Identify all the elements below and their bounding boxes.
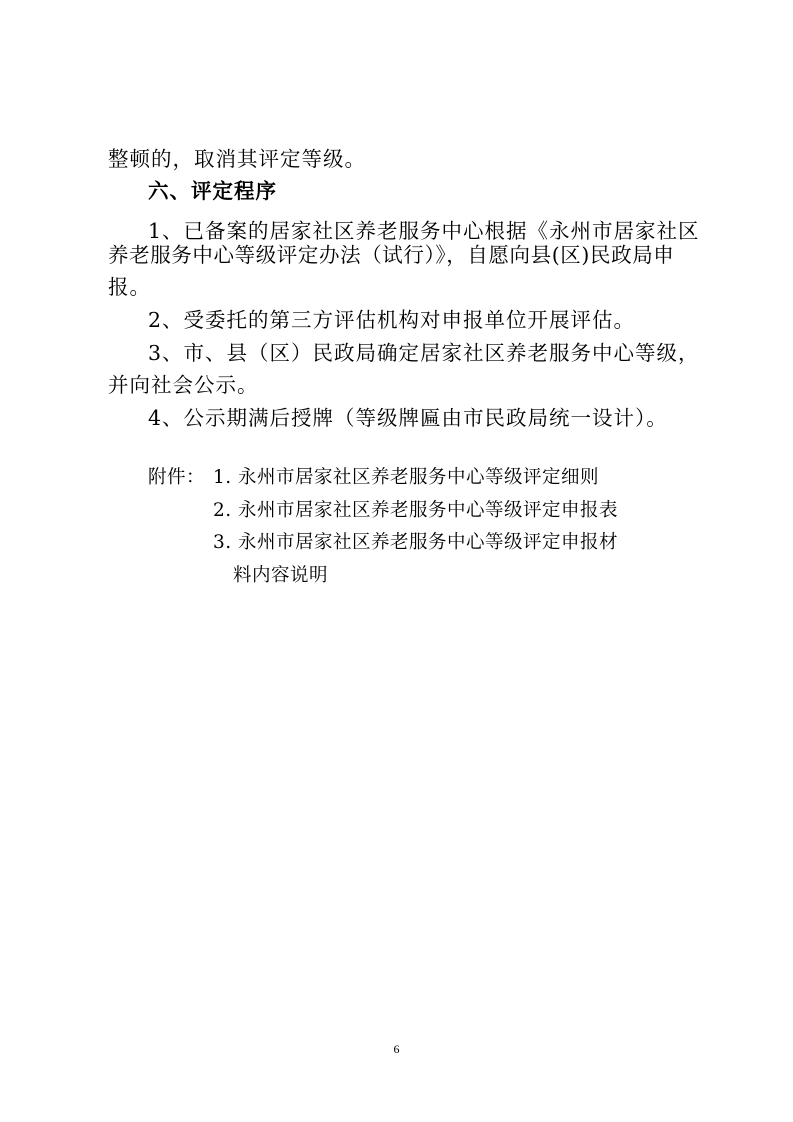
paragraph-line: 1、已备案的居家社区养老服务中心根据《永州市居家社区 xyxy=(148,219,700,243)
page-number: 6 xyxy=(393,1042,400,1056)
section-heading: 六、评定程序 xyxy=(148,179,277,203)
paragraph-line: 报。 xyxy=(108,275,151,299)
attachment-item: 3. 永州市居家社区养老服务中心等级评定申报材 xyxy=(213,532,619,553)
attachment-item: 2. 永州市居家社区养老服务中心等级评定申报表 xyxy=(213,500,619,521)
paragraph-line: 养老服务中心等级评定办法（试行）》，自愿向县(区)民政局申 xyxy=(108,243,675,267)
attachment-item-continuation: 料内容说明 xyxy=(233,565,329,586)
paragraph-line: 3、市、县（区）民政局确定居家社区养老服务中心等级， xyxy=(148,341,700,365)
paragraph-line: 4、公示期满后授牌（等级牌匾由市民政局统一设计）。 xyxy=(148,406,668,430)
attachments-label: 附件： xyxy=(148,467,206,488)
paragraph-line: 并向社会公示。 xyxy=(108,373,259,397)
attachment-item: 1. 永州市居家社区养老服务中心等级评定细则 xyxy=(213,467,600,488)
paragraph-line: 整顿的，取消其评定等级。 xyxy=(108,147,366,171)
paragraph-line: 2、受委托的第三方评估机构对申报单位开展评估。 xyxy=(148,308,636,332)
